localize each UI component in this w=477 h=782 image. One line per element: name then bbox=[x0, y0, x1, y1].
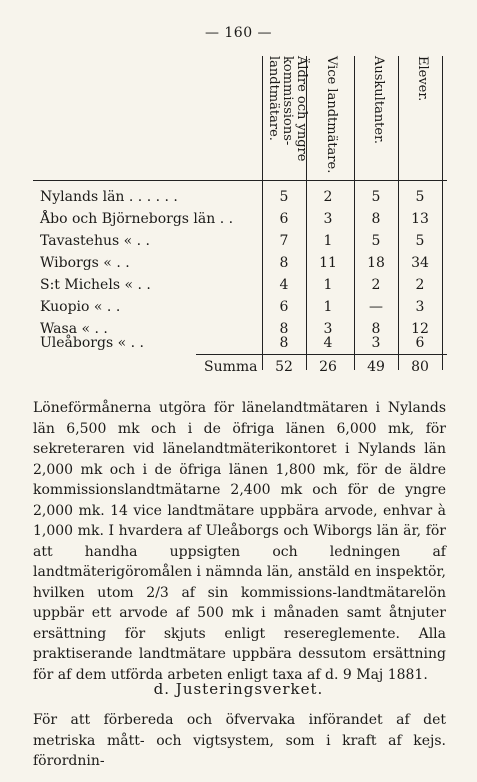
table-cell: 5 bbox=[415, 189, 425, 205]
column-header bbox=[307, 56, 355, 176]
sum-cell: 52 bbox=[275, 359, 293, 375]
table-rule bbox=[33, 180, 447, 181]
row-label: Tavastehus « . . bbox=[40, 233, 150, 249]
body-paragraph: Löneförmånerna utgöra för länelandtmätaren i Nylands län 6,500 mk och i de öfriga länen 6,000 mk, för sekreteraren vid länelandtmäterikontoret i Nylands län 2,000 mk och i de öfriga länen 1,800 mk, för de äldre kommissionslandtmätarne 2,400 mk och för de yngre 2,000 mk. 14 vice landtmätare uppbära arvode, enhvar à 1,000 mk. I hvardera af Uleåborgs och Wiborgs län är, för att handha uppsigten och ledningen af landtmäterigöromålen i nämnda län, anstäld en inspektör, hvilken utom 2/3 af sin kommissions-landtmätarelön uppbär ett arvode af 500 mk i månaden samt åtnjuter ersättning för skjuts enligt resereglemente. Alla praktiserande landtmätare uppbära dessutom ersättning för af dem utförda arbeten enligt taxa af d. 9 Maj 1881. bbox=[33, 400, 446, 683]
column-header-label: Äldre och yngre kommissions- landtmätare. bbox=[266, 56, 309, 162]
row-label: Åbo och Björneborgs län . . bbox=[40, 211, 234, 227]
table-cell: 8 bbox=[279, 335, 289, 351]
table-cell: 34 bbox=[411, 255, 429, 271]
table-cell: 3 bbox=[371, 335, 381, 351]
table-cell: 3 bbox=[415, 299, 425, 315]
table-rule bbox=[196, 354, 447, 355]
row-label: Wasa « . . bbox=[40, 321, 108, 337]
table-cell: 2 bbox=[323, 189, 333, 205]
table-cell: 4 bbox=[279, 277, 289, 293]
table-row bbox=[40, 252, 460, 274]
table-cell: 5 bbox=[279, 189, 289, 205]
table-row bbox=[40, 230, 460, 252]
table-cell: 2 bbox=[371, 277, 381, 293]
table-cell: — bbox=[369, 299, 383, 315]
table-cell: 1 bbox=[323, 233, 333, 249]
table-cell: 1 bbox=[323, 299, 333, 315]
row-label: S:t Michels « . . bbox=[40, 277, 151, 293]
table-cell: 13 bbox=[411, 211, 429, 227]
row-label: Kuopio « . . bbox=[40, 299, 121, 315]
column-header-label: Elever. bbox=[415, 56, 430, 102]
table-row bbox=[40, 274, 460, 296]
table-row bbox=[40, 296, 460, 318]
row-label: Wiborgs « . . bbox=[40, 255, 130, 271]
row-label: Nylands län . . . . . . bbox=[40, 189, 178, 205]
table-cell: 6 bbox=[279, 299, 289, 315]
section-heading: d. Justeringsverket. bbox=[153, 680, 324, 698]
table-cell: 5 bbox=[371, 233, 381, 249]
table-cell: 4 bbox=[323, 335, 333, 351]
table-cell: 1 bbox=[323, 277, 333, 293]
table-cell: 8 bbox=[371, 211, 381, 227]
table-cell: 6 bbox=[279, 211, 289, 227]
column-header bbox=[398, 56, 446, 176]
table-cell: 6 bbox=[415, 335, 425, 351]
table-cell: 11 bbox=[319, 255, 337, 271]
sum-label: Summa bbox=[204, 359, 258, 375]
table-cell: 7 bbox=[279, 233, 289, 249]
sum-cell: 49 bbox=[367, 359, 385, 375]
column-header bbox=[263, 56, 311, 176]
table-cell: 3 bbox=[323, 211, 333, 227]
body-paragraph: För att förbereda och öfvervaka införandet af det metriska mått- och vigtsystem, som i kraft af kejs. förordnin- bbox=[33, 712, 446, 769]
table-cell: 8 bbox=[279, 255, 289, 271]
table-cell: 12 bbox=[411, 321, 429, 337]
sum-cell: 80 bbox=[411, 359, 429, 375]
table-row bbox=[40, 186, 460, 208]
row-label: Uleåborgs « . . bbox=[40, 335, 144, 351]
page-number: — 160 — bbox=[204, 25, 273, 41]
column-header bbox=[354, 56, 402, 176]
column-header-label: Auskultanter. bbox=[371, 56, 386, 145]
table-cell: 3 bbox=[323, 321, 333, 337]
statistics-table bbox=[0, 0, 477, 380]
table-cell: 18 bbox=[367, 255, 385, 271]
table-cell: 2 bbox=[415, 277, 425, 293]
table-cell: 5 bbox=[415, 233, 425, 249]
table-row bbox=[40, 208, 460, 230]
table-cell: 8 bbox=[279, 321, 289, 337]
table-cell: 5 bbox=[371, 189, 381, 205]
table-row bbox=[40, 332, 460, 354]
sum-row bbox=[40, 356, 460, 378]
sum-cell: 26 bbox=[319, 359, 337, 375]
table-cell: 8 bbox=[371, 321, 381, 337]
column-header-label: Vice landtmätare. bbox=[324, 56, 339, 174]
